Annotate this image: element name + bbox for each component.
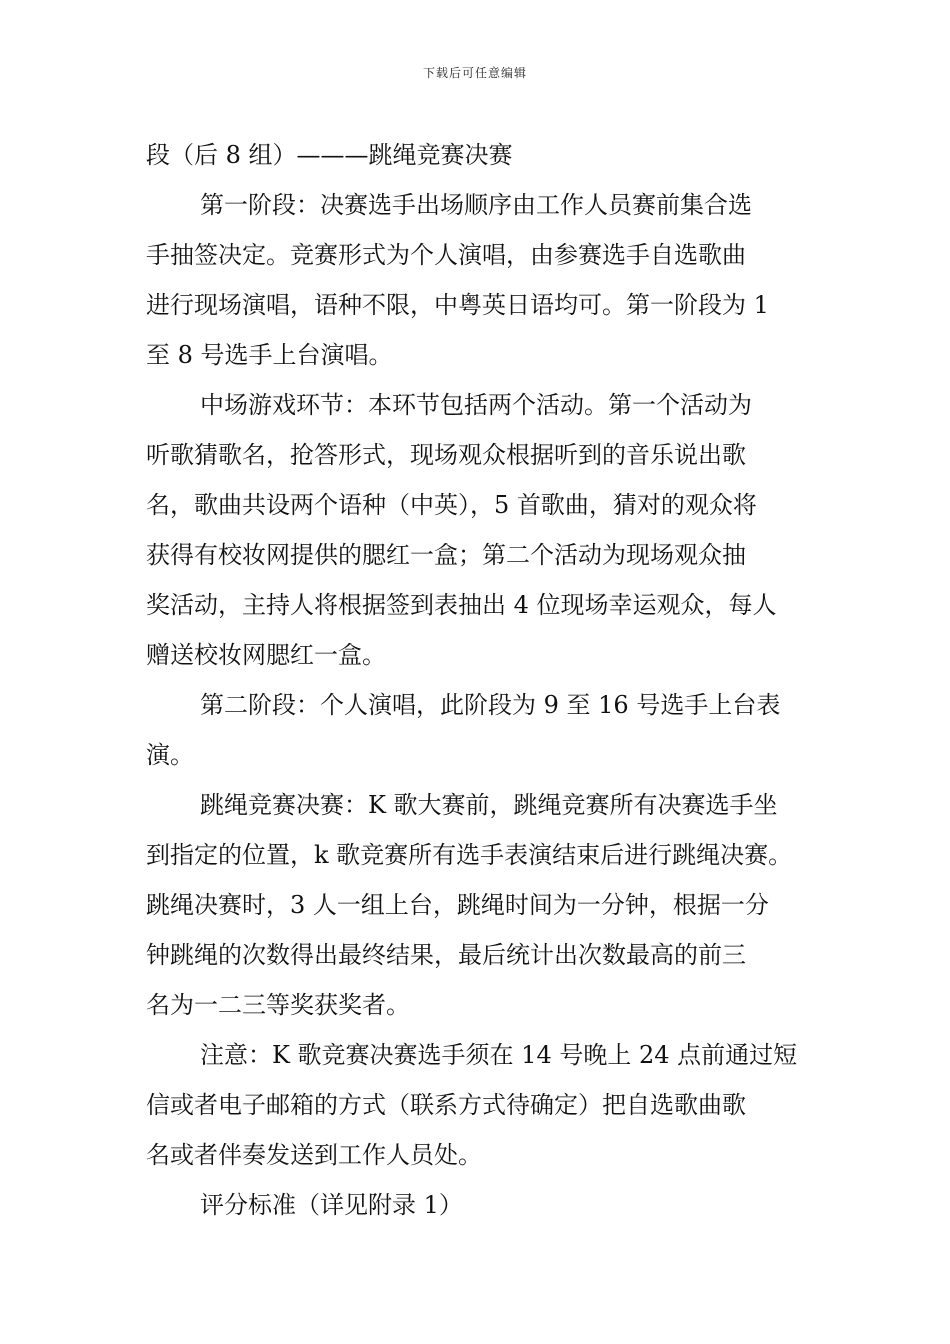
text-line: 钟跳绳的次数得出最终结果，最后统计出次数最高的前三	[146, 941, 746, 969]
text-line: 跳绳竞赛决赛：K 歌大赛前，跳绳竞赛所有决赛选手坐	[200, 791, 778, 819]
text-line: 第二阶段：个人演唱，此阶段为 9 至 16 号选手上台表	[200, 691, 781, 719]
text-line: 奖活动，主持人将根据签到表抽出 4 位现场幸运观众，每人	[146, 591, 777, 619]
text-line: 名为一二三等奖获奖者。	[146, 991, 410, 1019]
document-body	[146, 130, 826, 1230]
text-line: 注意：K 歌竞赛决赛选手须在 14 号晚上 24 点前通过短	[200, 1041, 798, 1069]
text-line: 名或者伴奏发送到工作人员处。	[146, 1141, 482, 1169]
text-line: 赠送校妆网腮红一盒。	[146, 641, 386, 669]
text-line: 演。	[146, 741, 194, 769]
text-line: 信或者电子邮箱的方式（联系方式待确定）把自选歌曲歌	[146, 1091, 746, 1119]
text-line: 第一阶段：决赛选手出场顺序由工作人员赛前集合选	[200, 191, 752, 219]
page-header-note: 下载后可任意编辑	[422, 66, 527, 80]
text-line: 段（后 8 组）———跳绳竞赛决赛	[146, 141, 513, 169]
text-line: 名，歌曲共设两个语种（中英），5 首歌曲，猜对的观众将	[146, 491, 757, 519]
text-line: 至 8 号选手上台演唱。	[146, 341, 393, 369]
text-line: 跳绳决赛时，3 人一组上台，跳绳时间为一分钟，根据一分	[146, 891, 769, 919]
text-line: 听歌猜歌名，抢答形式，现场观众根据听到的音乐说出歌	[146, 441, 746, 469]
text-line: 到指定的位置，k 歌竞赛所有选手表演结束后进行跳绳决赛。	[146, 841, 793, 869]
text-line: 获得有校妆网提供的腮红一盒；第二个活动为现场观众抽	[146, 541, 746, 569]
text-line: 中场游戏环节：本环节包括两个活动。第一个活动为	[200, 391, 752, 419]
text-line: 进行现场演唱，语种不限，中粤英日语均可。第一阶段为 1	[146, 291, 769, 319]
text-line: 评分标准（详见附录 1）	[200, 1191, 463, 1219]
text-line: 手抽签决定。竞赛形式为个人演唱，由参赛选手自选歌曲	[146, 241, 746, 269]
